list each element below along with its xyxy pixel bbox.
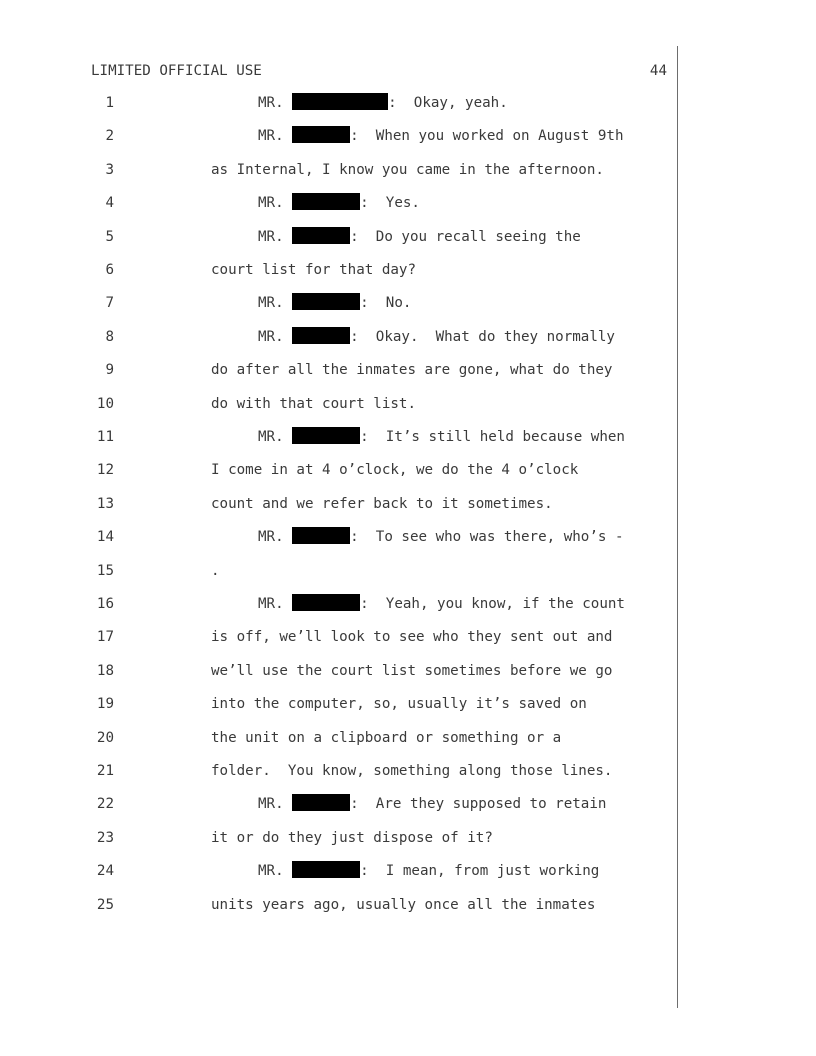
redaction-box <box>292 126 350 143</box>
line-text: we’ll use the court list sometimes before we go <box>211 663 613 679</box>
redaction-box <box>292 594 360 611</box>
speaker-title: MR. <box>258 295 293 311</box>
spoken-text: : Okay. What do they normally <box>350 329 615 345</box>
line-text: I come in at 4 o’clock, we do the 4 o’clock <box>211 462 579 478</box>
transcript-line <box>0 627 816 647</box>
speaker-title: MR. <box>258 529 293 545</box>
transcript-line <box>0 126 816 146</box>
line-text: as Internal, I know you came in the afternoon. <box>211 162 604 178</box>
line-text: do with that court list. <box>211 396 416 412</box>
line-text: into the computer, so, usually it’s saved on <box>211 696 587 712</box>
line-number: 6 <box>105 262 114 278</box>
line-number: 12 <box>96 462 114 478</box>
transcript-line <box>0 394 816 414</box>
spoken-text: : No. <box>360 295 412 311</box>
line-number: 5 <box>105 229 114 245</box>
line-number: 20 <box>96 730 114 746</box>
line-number: 21 <box>96 763 114 779</box>
redaction-box <box>292 293 360 310</box>
transcript-line <box>0 828 816 848</box>
transcript-line <box>0 761 816 781</box>
speaker-title: MR. <box>258 128 293 144</box>
line-text: . <box>211 563 220 579</box>
redaction-box <box>292 327 350 344</box>
transcript-line <box>0 293 816 313</box>
spoken-text: : Are they supposed to retain <box>350 796 607 812</box>
spoken-text: : Yes. <box>360 195 420 211</box>
speaker-title: MR. <box>258 796 293 812</box>
line-number: 15 <box>96 563 114 579</box>
line-text: units years ago, usually once all the inmates <box>211 897 596 913</box>
line-number: 9 <box>105 362 114 378</box>
transcript-line <box>0 594 816 614</box>
redaction-box <box>292 93 388 110</box>
line-number: 4 <box>105 195 114 211</box>
speaker-line-text <box>258 527 624 547</box>
line-text: do after all the inmates are gone, what do they <box>211 362 613 378</box>
transcript-line <box>0 93 816 113</box>
speaker-line-text <box>258 594 625 614</box>
transcript-line <box>0 193 816 213</box>
speaker-title: MR. <box>258 863 293 879</box>
line-number: 24 <box>96 863 114 879</box>
speaker-line-text <box>258 427 625 447</box>
line-text: it or do they just dispose of it? <box>211 830 493 846</box>
redaction-box <box>292 227 350 244</box>
transcript-line <box>0 661 816 681</box>
redaction-box <box>292 527 350 544</box>
line-text: is off, we’ll look to see who they sent out and <box>211 629 613 645</box>
line-number: 22 <box>96 796 114 812</box>
speaker-title: MR. <box>258 195 293 211</box>
spoken-text: : When you worked on August 9th <box>350 128 624 144</box>
speaker-title: MR. <box>258 429 293 445</box>
speaker-title: MR. <box>258 229 293 245</box>
speaker-line-text <box>258 193 420 213</box>
speaker-title: MR. <box>258 95 293 111</box>
redaction-box <box>292 427 360 444</box>
transcript-line <box>0 494 816 514</box>
classification-header: LIMITED OFFICIAL USE <box>91 63 262 79</box>
transcript-line <box>0 861 816 881</box>
spoken-text: : To see who was there, who’s - <box>350 529 624 545</box>
transcript-line <box>0 527 816 547</box>
speaker-line-text <box>258 861 599 881</box>
speaker-line-text <box>258 293 411 313</box>
line-text: the unit on a clipboard or something or a <box>211 730 562 746</box>
speaker-title: MR. <box>258 596 293 612</box>
line-number: 2 <box>105 128 114 144</box>
line-number: 1 <box>105 95 114 111</box>
transcript-line <box>0 561 816 581</box>
line-number: 17 <box>96 629 114 645</box>
line-number: 19 <box>96 696 114 712</box>
speaker-title: MR. <box>258 329 293 345</box>
speaker-line-text <box>258 227 581 247</box>
transcript-line <box>0 895 816 915</box>
spoken-text: : It’s still held because when <box>360 429 625 445</box>
transcript-line <box>0 160 816 180</box>
transcript-line <box>0 728 816 748</box>
speaker-line-text <box>258 93 508 113</box>
page-number: 44 <box>649 63 667 79</box>
transcript-line <box>0 260 816 280</box>
transcript-line <box>0 460 816 480</box>
line-number: 11 <box>96 429 114 445</box>
transcript-line <box>0 327 816 347</box>
transcript-line <box>0 427 816 447</box>
line-number: 7 <box>105 295 114 311</box>
line-number: 3 <box>105 162 114 178</box>
spoken-text: : I mean, from just working <box>360 863 600 879</box>
redaction-box <box>292 861 360 878</box>
line-number: 14 <box>96 529 114 545</box>
line-number: 13 <box>96 496 114 512</box>
line-number: 16 <box>96 596 114 612</box>
speaker-line-text <box>258 794 606 814</box>
line-number: 23 <box>96 830 114 846</box>
transcript-line <box>0 694 816 714</box>
redaction-box <box>292 794 350 811</box>
spoken-text: : Okay, yeah. <box>388 95 508 111</box>
line-number: 8 <box>105 329 114 345</box>
transcript-line <box>0 227 816 247</box>
line-text: folder. You know, something along those lines. <box>211 763 613 779</box>
speaker-line-text <box>258 327 615 347</box>
line-text: count and we refer back to it sometimes. <box>211 496 553 512</box>
line-number: 10 <box>96 396 114 412</box>
line-text: court list for that day? <box>211 262 416 278</box>
transcript-line <box>0 360 816 380</box>
spoken-text: : Do you recall seeing the <box>350 229 581 245</box>
line-number: 25 <box>96 897 114 913</box>
speaker-line-text <box>258 126 624 146</box>
transcript-line <box>0 794 816 814</box>
redaction-box <box>292 193 360 210</box>
line-number: 18 <box>96 663 114 679</box>
spoken-text: : Yeah, you know, if the count <box>360 596 625 612</box>
